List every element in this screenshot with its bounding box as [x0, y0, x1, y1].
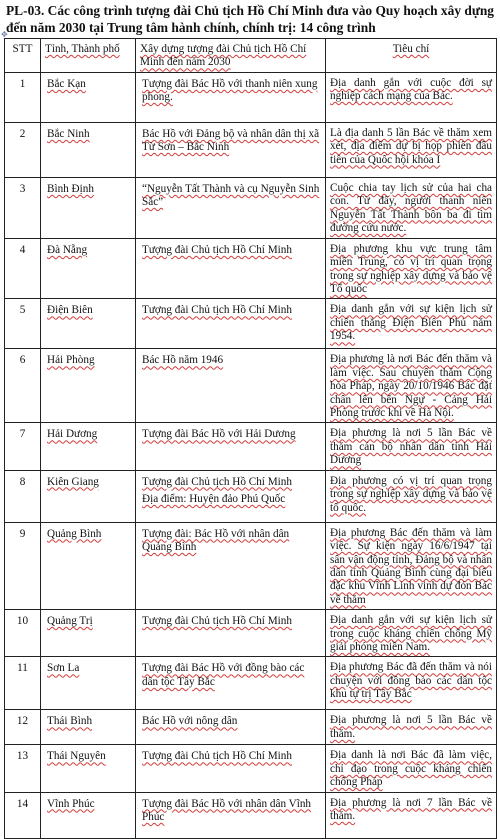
cell-stt: 9 — [5, 522, 41, 609]
cell-province: Hải Phòng — [41, 349, 136, 423]
cell-criteria: Địa phương khu vực trung tâm miền Trung, có vị trí quan trọng trong sự nghiệp xây dựng và bảo vệ Tổ quốc — [326, 238, 497, 299]
cell-stt: 11 — [5, 657, 41, 710]
cell-province: Bắc Ninh — [41, 122, 136, 177]
cell-project-location: Địa điểm: Huyện đảo Phú Quốc — [142, 493, 286, 506]
cell-stt: 1 — [5, 72, 41, 122]
cell-project: Tượng đài Bác Hồ với Hải Dương — [136, 423, 326, 470]
cell-project: Bác Hồ với Đảng bộ và nhân dân thị xã Từ Sơn – Bắc Ninh — [136, 122, 326, 177]
table-row — [5, 792, 497, 838]
cell-province: Bình Định — [41, 177, 136, 238]
header-project: Xây dựng tượng đài Chủ tịch Hồ Chí Minh đến năm 2030 — [136, 39, 326, 73]
cell-stt: 4 — [5, 238, 41, 299]
cell-stt: 12 — [5, 710, 41, 745]
cell-project: Tượng đài Chủ tịch Hồ Chí Minh — [136, 238, 326, 299]
cell-criteria: Địa phương là nơi 7 lần Bác về thăm. — [326, 792, 497, 838]
cell-criteria: Là địa danh 5 lần Bác về thăm xem xét, địa điểm dự bị họp phiên đầu tiên của Quốc hội khóa I — [326, 122, 497, 177]
cell-project: Tượng đài Chủ tịch Hồ Chí Minh — [136, 610, 326, 657]
cell-criteria: Địa phương Bác đã đến thăm và nói chuyện với đồng bào các dân tộc khu tự trị Tây Bắc — [326, 657, 497, 710]
cell-province: Quảng Bình — [41, 522, 136, 609]
cell-project: Tượng đài: Bác Hồ với nhân dân Quảng Bình — [136, 522, 326, 609]
cell-province: Bắc Kạn — [41, 72, 136, 122]
cell-province: Điện Biên — [41, 299, 136, 349]
cell-project: Bác Hồ năm 1946 — [136, 349, 326, 423]
cell-project: “Nguyễn Tất Thành và cụ Nguyễn Sinh Sắc” — [136, 177, 326, 238]
table-row — [5, 470, 497, 522]
cell-stt: 5 — [5, 299, 41, 349]
cell-criteria: Địa danh là nơi Bác đã làm việc, chỉ đạo trong cuộc kháng chiến chống Pháp — [326, 745, 497, 792]
cell-province: Đà Nẵng — [41, 238, 136, 299]
cell-criteria: Địa phương Bác đến thăm và làm việc. Sự kiện ngày 16/6/1947 tại sân vận động tỉnh, Đảng bộ và nhân dân tỉnh Quảng Bình cùng đại biểu đặc khu Vĩnh Linh vinh dự đón Bác về thăm — [326, 522, 497, 609]
cell-stt: 10 — [5, 610, 41, 657]
header-criteria: Tiêu chí — [326, 39, 497, 73]
table-row — [5, 177, 497, 238]
cell-province: Vĩnh Phúc — [41, 792, 136, 838]
header-province: Tỉnh, Thành phố — [41, 39, 136, 73]
cell-province: Thái Nguyên — [41, 745, 136, 792]
cell-project: Tượng đài Chủ tịch Hồ Chí Minh — [136, 745, 326, 792]
header-stt: STT — [5, 39, 41, 73]
table-row — [5, 710, 497, 745]
cell-province: Sơn La — [41, 657, 136, 710]
table-row — [5, 610, 497, 657]
document-title: PL-03. Các công trình tượng đài Chủ tịch Hồ Chí Minh đưa vào Quy hoạch xây dựng đến năm 2030 tại Trung tâm hành chính, chính trị: 14 công trình — [6, 3, 494, 35]
table-move-handle-icon[interactable]: ✥ — [1, 30, 8, 39]
cell-project: Tượng đài Bác Hồ với nhân dân Vĩnh Phúc — [136, 792, 326, 838]
table-row — [5, 72, 497, 122]
cell-criteria: Địa danh gắn với cuộc đời sự nghiệp cách mạng của Bác. — [326, 72, 497, 122]
cell-province: Kiên Giang — [41, 470, 136, 522]
cell-stt: 6 — [5, 349, 41, 423]
cell-criteria: Địa phương là nơi 5 lần Bác về thăm. — [326, 710, 497, 745]
table-header-row — [5, 39, 497, 73]
cell-stt: 8 — [5, 470, 41, 522]
cell-stt: 13 — [5, 745, 41, 792]
cell-province: Thái Bình — [41, 710, 136, 745]
cell-criteria: Cuộc chia tay lịch sử của hai cha con. Từ đây, người thanh niên Nguyễn Tất Thành bôn ba đi tìm đường cứu nước. — [326, 177, 497, 238]
table-row — [5, 745, 497, 792]
cell-stt: 2 — [5, 122, 41, 177]
cell-project: Tượng đài Chủ tịch Hồ Chí Minh Địa điểm: Huyện đảo Phú Quốc — [136, 470, 326, 522]
cell-criteria: Địa phương là nơi 5 lần Bác về thăm cán bộ nhân dân tỉnh Hải Dương — [326, 423, 497, 470]
cell-criteria: Địa danh gắn với sự kiện lịch sử chiến thắng Điện Biên Phủ năm 1954. — [326, 299, 497, 349]
cell-stt: 3 — [5, 177, 41, 238]
monuments-table — [4, 38, 497, 839]
cell-project: Tượng đài Bác Hồ với đồng bào các dân tộc Tây Bắc — [136, 657, 326, 710]
cell-province: Hải Dương — [41, 423, 136, 470]
table-row — [5, 122, 497, 177]
table-row — [5, 423, 497, 470]
table-row — [5, 657, 497, 710]
table-row — [5, 349, 497, 423]
cell-project: Tượng đài Chủ tịch Hồ Chí Minh — [136, 299, 326, 349]
cell-project: Bác Hồ với nông dân — [136, 710, 326, 745]
cell-project: Tượng đài Bác Hồ với thanh niên xung phong. — [136, 72, 326, 122]
cell-criteria: Địa phương có vị trí quan trọng trong sự nghiệp xây dựng và bảo vệ tổ quốc. — [326, 470, 497, 522]
table-row — [5, 299, 497, 349]
cell-criteria: Địa danh gắn với sự kiện lịch sử trong cuộc kháng chiến chống Mỹ giải phóng miền Nam. — [326, 610, 497, 657]
cell-stt: 7 — [5, 423, 41, 470]
table-row — [5, 522, 497, 609]
table-row — [5, 238, 497, 299]
cell-province: Quảng Trị — [41, 610, 136, 657]
cell-criteria: Địa phương là nơi Bác đến thăm và làm việc. Sau chuyến thăm Cộng hòa Pháp, ngày 20/10/1946 Bác đặt chân lên bến Ngự - Cảng Hải Phòng trước khi về Hà Nội. — [326, 349, 497, 423]
cell-stt: 14 — [5, 792, 41, 838]
